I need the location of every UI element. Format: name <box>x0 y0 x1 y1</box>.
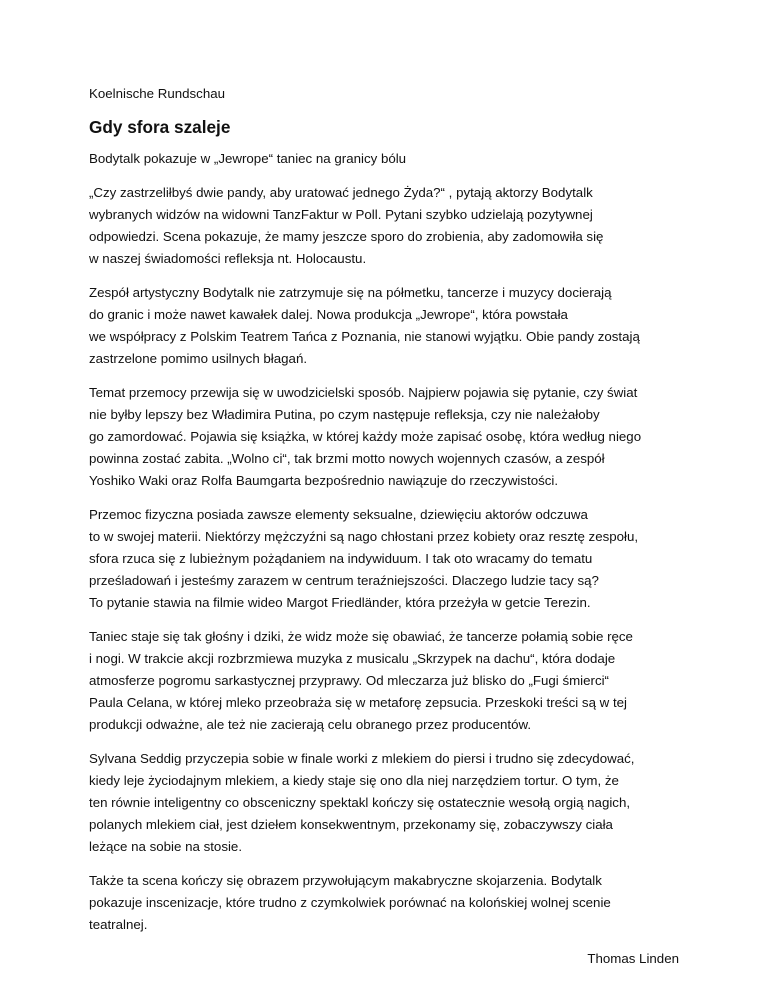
paragraph-line: zastrzelone pomimo usilnych błagań. <box>89 351 308 366</box>
paragraph-line: we współpracy z Polskim Teatrem Tańca z Poznania, nie stanowi wyjątku. Obie pandy zostają <box>89 329 640 344</box>
paragraph-line: To pytanie stawia na filmie wideo Margot Friedländer, która przeżyła w getcie Terezin. <box>89 595 591 610</box>
paragraph-line: kiedy leje życiodajnym mlekiem, a kiedy staje się ono dla niej narzędziem tortur. O tym, że <box>89 773 619 788</box>
paragraph-line: i nogi. W trakcie akcji rozbrzmiewa muzyka z musicalu „Skrzypek na dachu“, która dodaje <box>89 651 616 666</box>
paragraph-3 <box>89 382 679 492</box>
paragraph-line: odpowiedzi. Scena pokazuje, że mamy jeszcze sporo do zrobienia, aby zadomowiła się <box>89 229 604 244</box>
paragraph-line: teatralnej. <box>89 917 148 932</box>
paragraph-line: Paula Celana, w której mleko przeobraża się w metaforę zepsucia. Przeskoki treści są w tej <box>89 695 628 710</box>
paragraph-7 <box>89 870 679 936</box>
article-title: Gdy sfora szaleje <box>89 117 231 137</box>
paragraph-6 <box>89 748 679 858</box>
paragraph-line: Sylvana Seddig przyczepia sobie w finale worki z mlekiem do piersi i trudno się zdecydować, <box>89 751 635 766</box>
paragraph-line: go zamordować. Pojawia się książka, w której każdy może zapisać osobę, która według niego <box>89 429 642 444</box>
article-author: Thomas Linden <box>587 951 679 966</box>
paragraph-line: wybranych widzów na widowni TanzFaktur w Poll. Pytani szybko udzielają pozytywnej <box>89 207 593 222</box>
paragraph-line: Przemoc fizyczna posiada zawsze elementy seksualne, dziewięciu aktorów odczuwa <box>89 507 588 522</box>
paragraph-line: to w swojej materii. Niektórzy mężczyźni są nago chłostani przez kobiety oraz resztę zespołu, <box>89 529 639 544</box>
paragraph-line: Taniec staje się tak głośny i dziki, że widz może się obawiać, że tancerze połamią sobie ręce <box>89 629 633 644</box>
paragraph-5 <box>89 626 679 736</box>
paragraph-1 <box>89 182 679 270</box>
paragraph-line: nie byłby lepszy bez Władimira Putina, po czym następuje refleksja, czy nie należałoby <box>89 407 600 422</box>
paragraph-line: prześladowań i jesteśmy zarazem w centrum teraźniejszości. Dlaczego ludzie tacy są? <box>89 573 599 588</box>
paragraph-line: pokazuje inscenizacje, które trudno z czymkolwiek porównać na kolońskiej wolnej scenie <box>89 895 611 910</box>
article-subtitle: Bodytalk pokazuje w „Jewrope“ taniec na granicy bólu <box>89 151 407 166</box>
paragraph-line: produkcji odważne, ale też nie zacierają celu obranego przez producentów. <box>89 717 532 732</box>
paragraph-line: atmosferze pogromu sarkastycznej przyprawy. Od mleczarza już blisko do „Fugi śmierci“ <box>89 673 609 688</box>
paragraph-line: powinna zostać zabita. „Wolno ci“, tak brzmi motto nowych wojennych czasów, a zespół <box>89 451 605 466</box>
paragraph-line: sfora rzuca się z lubieżnym pożądaniem na indywiduum. I tak oto wracamy do tematu <box>89 551 593 566</box>
paragraph-line: do granic i może nawet kawałek dalej. Nowa produkcja „Jewrope“, która powstała <box>89 307 568 322</box>
article-source: Koelnische Rundschau <box>89 86 226 101</box>
paragraph-2 <box>89 282 679 370</box>
paragraph-line: Zespół artystyczny Bodytalk nie zatrzymuje się na półmetku, tancerze i muzycy docierają <box>89 285 612 300</box>
article <box>89 86 679 970</box>
paragraph-line: w naszej świadomości refleksja nt. Holocaustu. <box>89 251 367 266</box>
paragraph-line: ten równie inteligentny co obsceniczny spektakl kończy się ostatecznie wesołą orgią nagich, <box>89 795 631 810</box>
paragraph-line: leżące na sobie na stosie. <box>89 839 243 854</box>
paragraph-line: Także ta scena kończy się obrazem przywołującym makabryczne skojarzenia. Bodytalk <box>89 873 602 888</box>
paragraph-line: „Czy zastrzeliłbyś dwie pandy, aby uratować jednego Żyda?“ , pytają aktorzy Bodytalk <box>89 185 593 200</box>
paragraph-line: Yoshiko Waki oraz Rolfa Baumgarta bezpośrednio nawiązuje do rzeczywistości. <box>89 473 559 488</box>
paragraph-line: Temat przemocy przewija się w uwodzicielski sposób. Najpierw pojawia się pytanie, czy świat <box>89 385 638 400</box>
paragraph-4 <box>89 504 679 614</box>
paragraph-line: polanych mlekiem ciał, jest dziełem konsekwentnym, przekonamy się, zobaczywszy ciała <box>89 817 613 832</box>
